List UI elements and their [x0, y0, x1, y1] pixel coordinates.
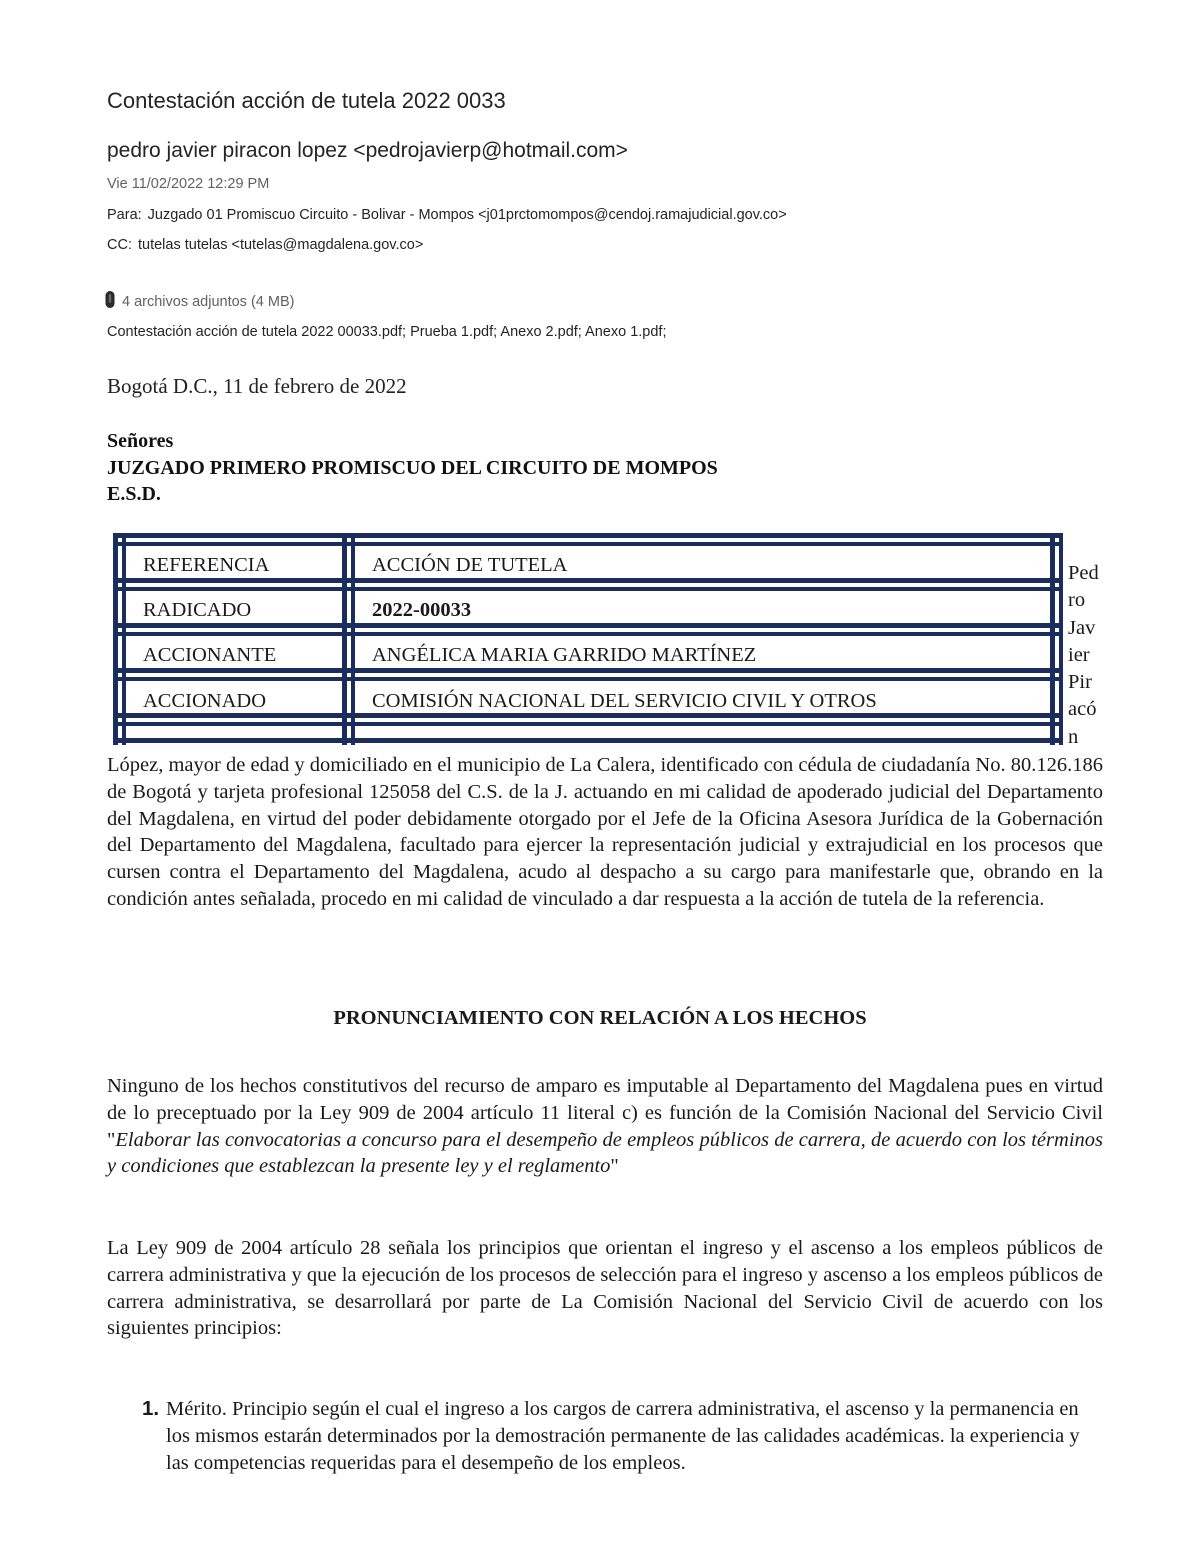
table-rule-horizontal: [113, 722, 1063, 726]
table-rule-vertical: [351, 533, 355, 745]
table-rule-horizontal: [113, 713, 1063, 718]
ref-label-accionante: ACCIONANTE: [143, 644, 277, 666]
paragraph-ley-909: La Ley 909 de 2004 artículo 28 señala los principios que orientan el ingreso y el ascenso a los empleos públicos de carrera administrativa y que la ejecución de los procesos de selección para el ingreso y ascenso a los empleos públicos de carrera administrativa, se desarrollará por parte de La Comisión Nacional del Servicio Civil de acuerdo con los siguientes principios:: [107, 1237, 1103, 1340]
recipient-address[interactable]: Juzgado 01 Promiscuo Circuito - Bolivar - Mompos <j01prctomompos@cendoj.ramajudicial.gov.co>: [147, 207, 787, 223]
table-rule-vertical: [113, 533, 118, 745]
table-rule-vertical: [342, 533, 347, 745]
para1-close: ": [610, 1155, 619, 1178]
ref-label-referencia: REFERENCIA: [143, 554, 270, 576]
letter-date: Bogotá D.C., 11 de febrero de 2022: [107, 374, 407, 398]
ref-label-accionado: ACCIONADO: [143, 690, 266, 712]
paperclip-icon: [104, 290, 116, 313]
table-rule-horizontal: [113, 632, 1063, 636]
section-heading: PRONUNCIAMIENTO CON RELACIÓN A LOS HECHOS: [333, 1007, 867, 1029]
email-subject: Contestación acción de tutela 2022 0033: [107, 88, 506, 113]
table-rule-vertical: [122, 533, 126, 745]
name-fragment: ro: [1068, 589, 1086, 612]
name-fragment: Jav: [1068, 616, 1096, 639]
name-fragment: acó: [1068, 698, 1097, 721]
cc-label: CC:: [107, 237, 132, 253]
addressee-esd: E.S.D.: [107, 483, 161, 505]
ref-value-accionado: COMISIÓN NACIONAL DEL SERVICIO CIVIL Y OTROS: [372, 690, 877, 712]
name-fragment: ier: [1068, 643, 1090, 666]
table-rule-horizontal: [113, 587, 1063, 591]
addressee-salutation: Señores: [107, 430, 174, 452]
attachments-summary[interactable]: [104, 290, 294, 313]
ref-value-accionante: ANGÉLICA MARIA GARRIDO MARTÍNEZ: [372, 644, 757, 666]
principle-number: 1.: [142, 1397, 160, 1420]
table-rule-horizontal: [113, 668, 1063, 673]
name-fragment: Pir: [1068, 671, 1092, 694]
wrapped-name-fragment: [1068, 560, 1110, 751]
attachments-count: 4 archivos adjuntos (4 MB): [122, 293, 295, 310]
addressee-court: JUZGADO PRIMERO PROMISCUO DEL CIRCUITO DE MOMPOS: [107, 456, 718, 479]
principle-list-item: [142, 1396, 1102, 1474]
ref-value-referencia: ACCIÓN DE TUTELA: [372, 554, 568, 576]
table-rule-horizontal: [113, 677, 1063, 681]
table-rule-horizontal: [113, 542, 1063, 546]
attachments-list[interactable]: Contestación acción de tutela 2022 00033.pdf; Prueba 1.pdf; Anexo 2.pdf; Anexo 1.pdf;: [107, 324, 667, 340]
ref-label-radicado: RADICADO: [143, 599, 252, 621]
recipient-line: [107, 207, 787, 223]
table-rule-vertical: [1059, 533, 1063, 745]
table-rule-horizontal: [113, 533, 1063, 538]
cc-line: [107, 237, 423, 253]
intro-paragraph: López, mayor de edad y domiciliado en el municipio de La Calera, identificado con cédula de ciudadanía No. 80.126.186 de Bogotá y tarjeta profesional 125058 del C.S. de la J. actuando en mi calidad de apoderado judicial del Departamento del Magdalena, en virtud del poder debidamente otorgado por el Jefe de la Oficina Asesora Jurídica de la Gobernación del Departamento del Magdalena, facultado para ejercer la representación judicial y extrajudicial en los procesos que cursen contra el Departamento del Magdalena, acudo al despacho a su cargo para manifestarle que, obrando en la condición antes señalada, procedo en mi calidad de vinculado a dar respuesta a la acción de tutela de la referencia.: [107, 754, 1103, 910]
table-rule-horizontal: [113, 578, 1063, 583]
to-label: Para:: [107, 207, 142, 223]
para1-text: Ninguno de los hechos constitutivos del recurso de amparo es imputable al Departamento del Magdalena pues en virtud de lo preceptuado por la Ley 909 de 2004 artículo 11 literal c) es función de la Comisión Nacional del Servicio Civil ": [107, 1075, 1103, 1151]
paragraph-comision-function: [107, 1073, 1103, 1180]
name-fragment: n: [1068, 725, 1079, 748]
addressee-block: [107, 428, 718, 508]
ref-value-radicado: 2022-00033: [372, 599, 472, 621]
sender-address[interactable]: pedro javier piracon lopez <pedrojavierp@hotmail.com>: [107, 139, 628, 162]
cc-address[interactable]: tutelas tutelas <tutelas@magdalena.gov.co>: [137, 237, 424, 253]
table-rule-horizontal: [113, 623, 1063, 628]
principle-text: Mérito. Principio según el cual el ingreso a los cargos de carrera administrativa, el ascenso y la permanencia en los mismos estarán determinados por la demostración permanente de las calidades académicas. la experiencia y las competencias requeridas para el desempeño de los empleos.: [166, 1398, 1080, 1474]
sent-timestamp: Vie 11/02/2022 12:29 PM: [107, 176, 270, 192]
name-fragment: Ped: [1068, 562, 1099, 584]
table-rule-vertical: [1050, 533, 1055, 745]
para1-quote: Elaborar las convocatorias a concurso para el desempeño de empleos públicos de carrera, de acuerdo con los términos y condiciones que establezcan la presente ley y el reglamento: [107, 1128, 1103, 1178]
reference-table: [113, 533, 1063, 745]
table-rule-horizontal: [113, 738, 1063, 743]
